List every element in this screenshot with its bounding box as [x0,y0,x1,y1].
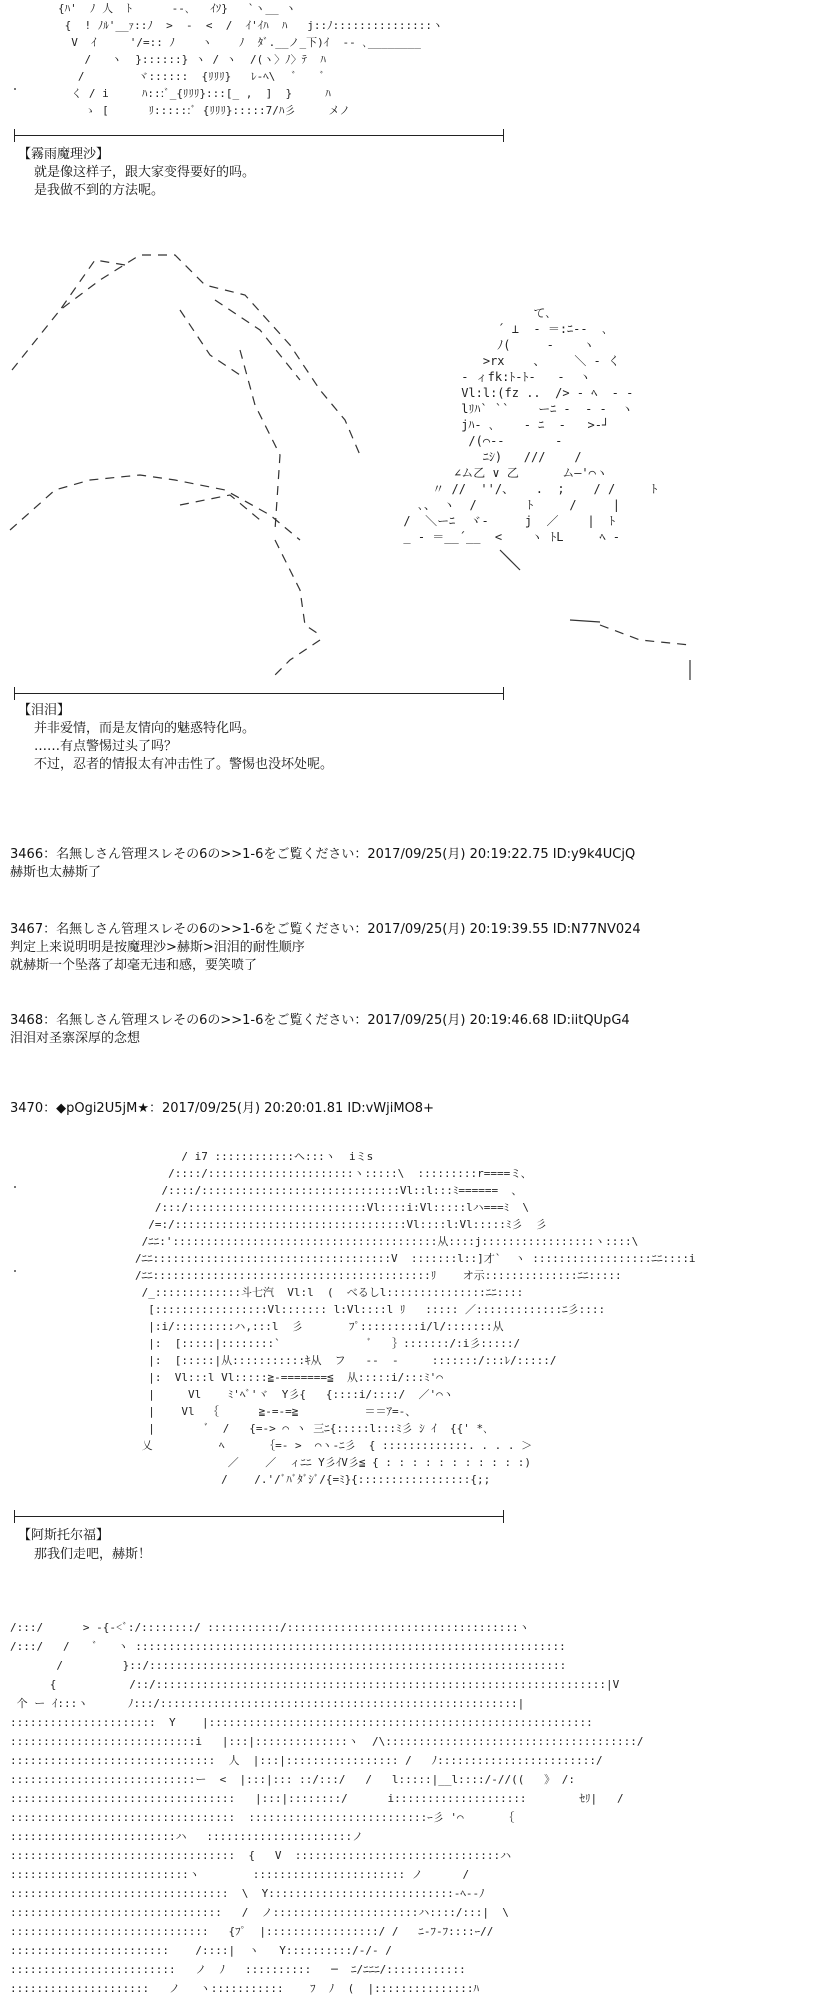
divider-3 [14,1516,504,1517]
post-body-line: 泪泪对圣寨深厚的念想 [10,1031,141,1046]
post-body-line: 判定上来说明明是按魔理沙>赫斯>泪泪的耐性顺序 [10,940,305,955]
post-header: 3470：◆pOgi2U5jM★：2017/09/25(月) 20:20:01.81 ID:vWjiMO8+ [10,1101,434,1116]
dialogue-line: ……有点警惕过头了吗？ [34,739,178,754]
dialogue-line: 那我们走吧，赫斯！ [34,1547,152,1562]
post-body-line: 就赫斯一个坠落了却毫无违和感，要笑喷了 [10,958,258,973]
ascii-art-bottom: /:::/ > ‐{‐<ﾞ:/::::::::/ :::::::::::/:::::::::::::::::::::::::::::::::::ヽ /:::/ / ﾞ ヽ ::::::::::::::::::::::::::::::::::::::::::::::::::::::::::::::::: / }::/::::::::::::::::::::::::::::::::::::::::::::::::::::::::::::::: { /::/::::::::::::::::::::::::::::::::::::::::::::::::::::::::::::::::::::|V 个 ー ｲ:::ヽ ﾉ:::/::::::::::::::::::::::::::::::::::::::::::::::::::::::| :::::::::::::::::::::: Y |:::::::::::::::::::::::::::::::::::::::::::::::::::::::::: ::::::::::::::::::::::::::::i |:::|::::::::::::::ヽ /\::::::::::::::::::::::::::::::::::::::/ ::::::::::::::::::::::::::::::: 人 |:::|::::::::::::::::: / ﾉ::::::::::::::::::::::::/ ::::::::::::::::::::::::::::ー < |:::|::: ::/:::/ / l:::::|__l::::/-//(( 》 /: :::::::::::::::::::::::::::::::::: |:::|::::::::/ i:::::::::::::::::::: ｾﾘ| / :::::::::::::::::::::::::::::::::: :::::::::::::::::::::::::::ｰ彡 '⌒ ｛ :::::::::::::::::::::::::ハ ::::::::::::::::::::::ノ :::::::::::::::::::::::::::::::::: { V :::::::::::::::::::::::::::::::ハ :::::::::::::::::::::::::::ヽ ::::::::::::::::::::::: ノ / ::::::::::::::::::::::::::::::::: \ Y::::::::::::::::::::::::::::-ﾍ‐-ﾉ :::::::::::::::::::::::::::::::: / ノ::::::::::::::::::::::ハ::::/:::| \ :::::::::::::::::::::::::::::: {ﾌﾟ |:::::::::::::::::/ / ﾆ‐ﾌ‐ﾌ::::ｰ// :::::::::::::::::::::::: /::::| ヽ Y::::::::::/‐/‐ / ::::::::::::::::::::::::: ノ ﾉ :::::::::: ─ ﾆ/ﾆﾆﾆ/:::::::::::: ::::::::::::::::::::: ノ ヽ::::::::::: ﾌ ﾉ ( |:::::::::::::::ﾊ [10,1621,644,1995]
speaker-name: 【霧雨魔理沙】 [18,147,110,162]
divider-2 [14,693,504,694]
stray-dot [14,1186,16,1188]
speaker-name: 【阿斯托尔福】 [18,1528,110,1543]
post-header: 3467：名無しさん管理スレその6の>>1-6をご覧ください：2017/09/25(月) 20:19:39.55 ID:N77NV024 [10,922,641,937]
stray-dot [14,1270,16,1272]
ascii-art-girl: て､ ´ ⊥ ‐ ＝:ﾆ-‐ ､ ﾉ( ‐ ヽ >rx 、 ＼ ‐ く ‐ ィfk:ﾄ-ﾄ- ‐ ヽ Vl:l:(fz .. /> ‐ ﾍ ‐ ‐ lﾘﾊ` `` ーﾆ - ‐ ‐ ヽ jﾊ- ､ ‐ ﾆ ‐ >‐┘ /(⌒-‐ ‐ ﾆｼ) /// / ∠ム乙 ∨ 乙 ム―'⌒ヽ 〃 // ''/、 . ; / / ﾄ ､、 ヽ / ﾄ / | / ＼ーﾆ ヾ‐ j ／ | ﾄ _ ‐ ＝__´__ < ヽ ﾄL ﾍ ‐ [403,306,658,544]
stray-dot [14,88,16,90]
ascii-art-top: {ﾊ' ﾉ 人 ﾄ --､ ｲｿ} `ヽ__ ヽ { ! ﾉﾙ'__ｧ::ﾉ > - < / ｲ'ｲﾊ ﾊ j::ﾉ:::::::::::::::ヽ V ｲ '/=:: ﾉ ヽ ﾉ ﾀﾞ.__ノ_下)ｲ -- ､________ / ヽ }::::::} ヽ / ヽ /(ヽ〉ﾉ〉ﾃ ﾊ / ヾ:::::: {ﾘﾘﾘ} ﾚ-ﾍ\ ﾞ ﾞ く / i ﾊ:::ﾞ_{ﾘﾘﾘ}:::[_ , ] } ﾊ ゝ [ ﾘ::::::ﾞ {ﾘﾘﾘ}:::::7/ﾊ彡 メノ [58,2,444,117]
dialogue-line: 不过，忍者的情报太有冲击性了。警惕也没坏处呢。 [34,757,334,772]
divider-1 [14,135,504,136]
dialogue-line: 就是像这样子，跟大家变得要好的吗。 [34,165,256,180]
post-header: 3468：名無しさん管理スレその6の>>1-6をご覧ください：2017/09/25(月) 20:19:46.68 ID:iitQUpG4 [10,1013,630,1028]
dialogue-line: 是我做不到的方法呢。 [34,183,165,198]
ascii-art-boy: / i7 ::::::::::::ヘ:::ヽ iミs /::::/::::::::::::::::::::::ヽ:::::\ :::::::::r====ミ、 /::::/::::::::::::::::::::::::::::::Vl::l:::ﾐ====== 、 /:::/:::::::::::::::::::::::::::Vl::::i:Vl:::::lハ===ﾐ \ /=:/:::::::::::::::::::::::::::::::::::Vl::::l:Vl:::::ﾐ彡 彡 /ﾆﾆ:'::::::::::::::::::::::::::::::::::::::::从::::j:::::::::::::::::ヽ::::\ /ﾆﾆ::::::::::::::::::::::::::::::::::::V :::::::l::]才` ヽ ::::::::::::::::::ﾆﾆ::::i /ﾆﾆ::::::::::::::::::::::::::::::::::::::::::ﾘ オ示::::::::::::::ﾆﾆ::::: /_:::::::::::::斗七汽 Vl:l ( べるしl:::::::::::::::ﾆﾆ:::: [:::::::::::::::::Vl::::::: l:Vl::::l ﾘ ::::: ／:::::::::::::ﾆ彡:::: |:i/:::::::::ハ,:::l 彡 ﾌﾟ:::::::::i/l/:::::::从 |: [:::::|::::::::` ﾞ ｝:::::::/:i彡:::::/ |: [:::::|从:::::::::::ｷ从 フ ‐‐ ‐ :::::::/:::ﾚ/:::::/ |: Vl:::l Vl:::::≧-=======≦ 从:::::i/:::ﾐ'⌒ | Vl ﾐ'ﾍﾞ'ヾ Y彡{ {::::i/::::/ ／'⌒ヽ | Vl ｛ ≧-=-=≧ ＝＝ｱ=‐、 | ﾞ / {=-> ⌒ ヽ 三ﾆ{:::::l:::ﾐ彡 ｼ ｲ {{' *､ 乂 ﾍ ｛=- > ⌒ヽ-ﾆ彡 { :::::::::::::. . . . ＞ ／ ／ ィﾆﾆ Y彡ｲV彡≦ { : : : : : : : : : : :) / /.'/ﾞﾊﾞﾀﾞｼﾞ/{=ﾐ}{:::::::::::::::::{;; [135,1150,696,1486]
post-header: 3466：名無しさん管理スレその6の>>1-6をご覧ください：2017/09/25(月) 20:19:22.75 ID:y9k4UCjQ [10,847,636,862]
dialogue-line: 并非爱情，而是友情向的魅惑特化吗。 [34,721,256,736]
speaker-name: 【泪泪】 [18,703,71,718]
post-body-line: 赫斯也太赫斯了 [10,865,102,880]
